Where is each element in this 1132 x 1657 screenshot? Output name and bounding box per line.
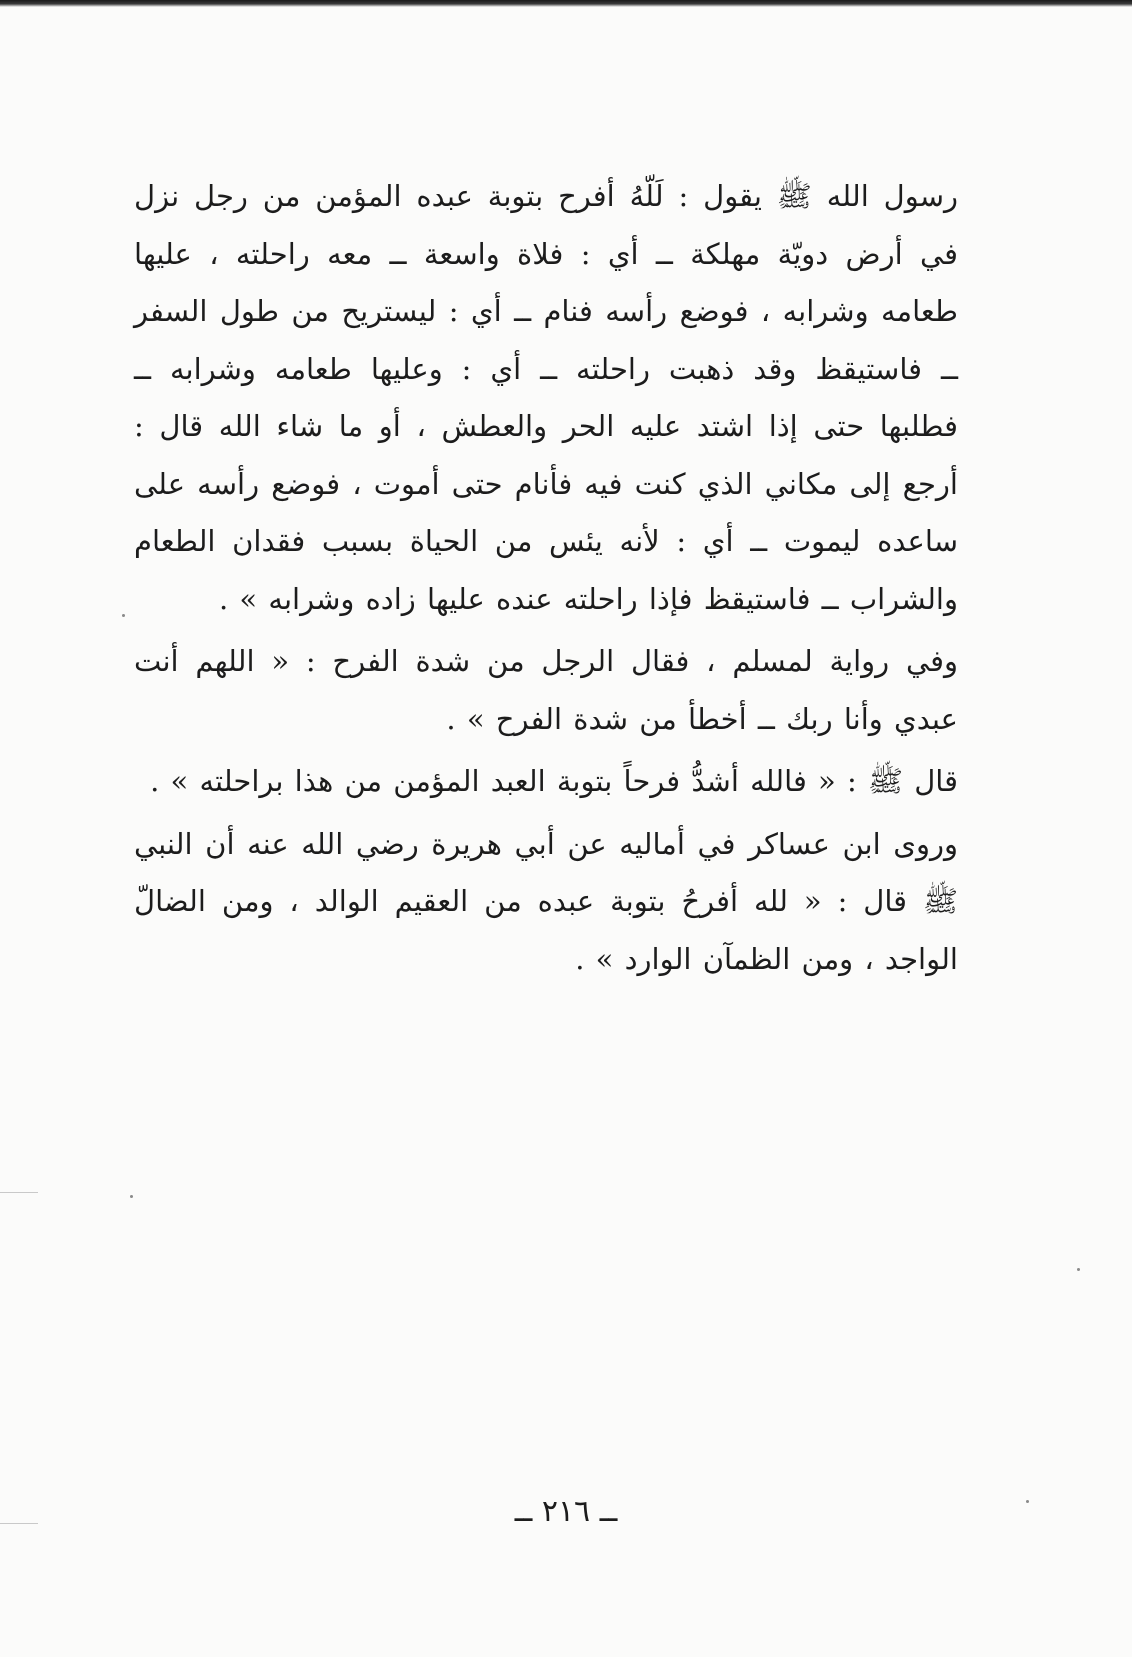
scan-speck <box>1077 1268 1080 1271</box>
page-number: ــ ٢١٦ ــ <box>514 1494 618 1529</box>
scan-speck <box>1026 1500 1029 1503</box>
body-text <box>134 168 958 988</box>
scan-speck <box>122 614 125 617</box>
paragraph-muslim-narration: وفي رواية لمسلم ، فقال الرجل من شدة الفرح : « اللهم أنت عبدي وأنا ربك ــ أخطأ من شدة الفرح » . <box>134 644 958 736</box>
paragraph-prophet-saying: قال ﷺ : « فالله أشدُّ فرحاً بتوبة العبد المؤمن من هذا براحلته » . <box>150 764 958 798</box>
scan-top-edge <box>0 0 1132 7</box>
scan-speck <box>130 1195 133 1198</box>
paragraph-ibn-asakir: وروى ابن عساكر في أماليه عن أبي هريرة رضي الله عنه أن النبي ﷺ قال : « لله أفرحُ بتوبة عبده من العقيم الوالد ، ومن الضالّ الواجد ، ومن الظمآن الوارد » . <box>134 826 958 976</box>
paragraph-hadith: رسول الله ﷺ يقول : لَلّهُ أفرح بتوبة عبده المؤمن من رجل نزل في أرض دويّة مهلكة ــ أي : فلاة واسعة ــ معه راحلته ، عليها طعامه وشرابه ، فوضع رأسه فنام ــ أي : ليستريح من طول السفر ــ فاستيقظ وقد ذهبت راحلته ــ أي : وعليها طعامه وشرابه ــ فطلبها حتى إذا اشتد عليه الحر والعطش ، أو ما شاء الله قال : أرجع إلى مكاني الذي كنت فيه فأنام حتى أموت ، فوضع رأسه على ساعده ليموت ــ أي : لأنه يئس من الحياة بسبب فقدان الطعام والشراب ــ فاستيقظ فإذا راحلته عنده عليها زاده وشرابه » . <box>134 179 959 616</box>
scan-margin-mark <box>0 1192 38 1193</box>
